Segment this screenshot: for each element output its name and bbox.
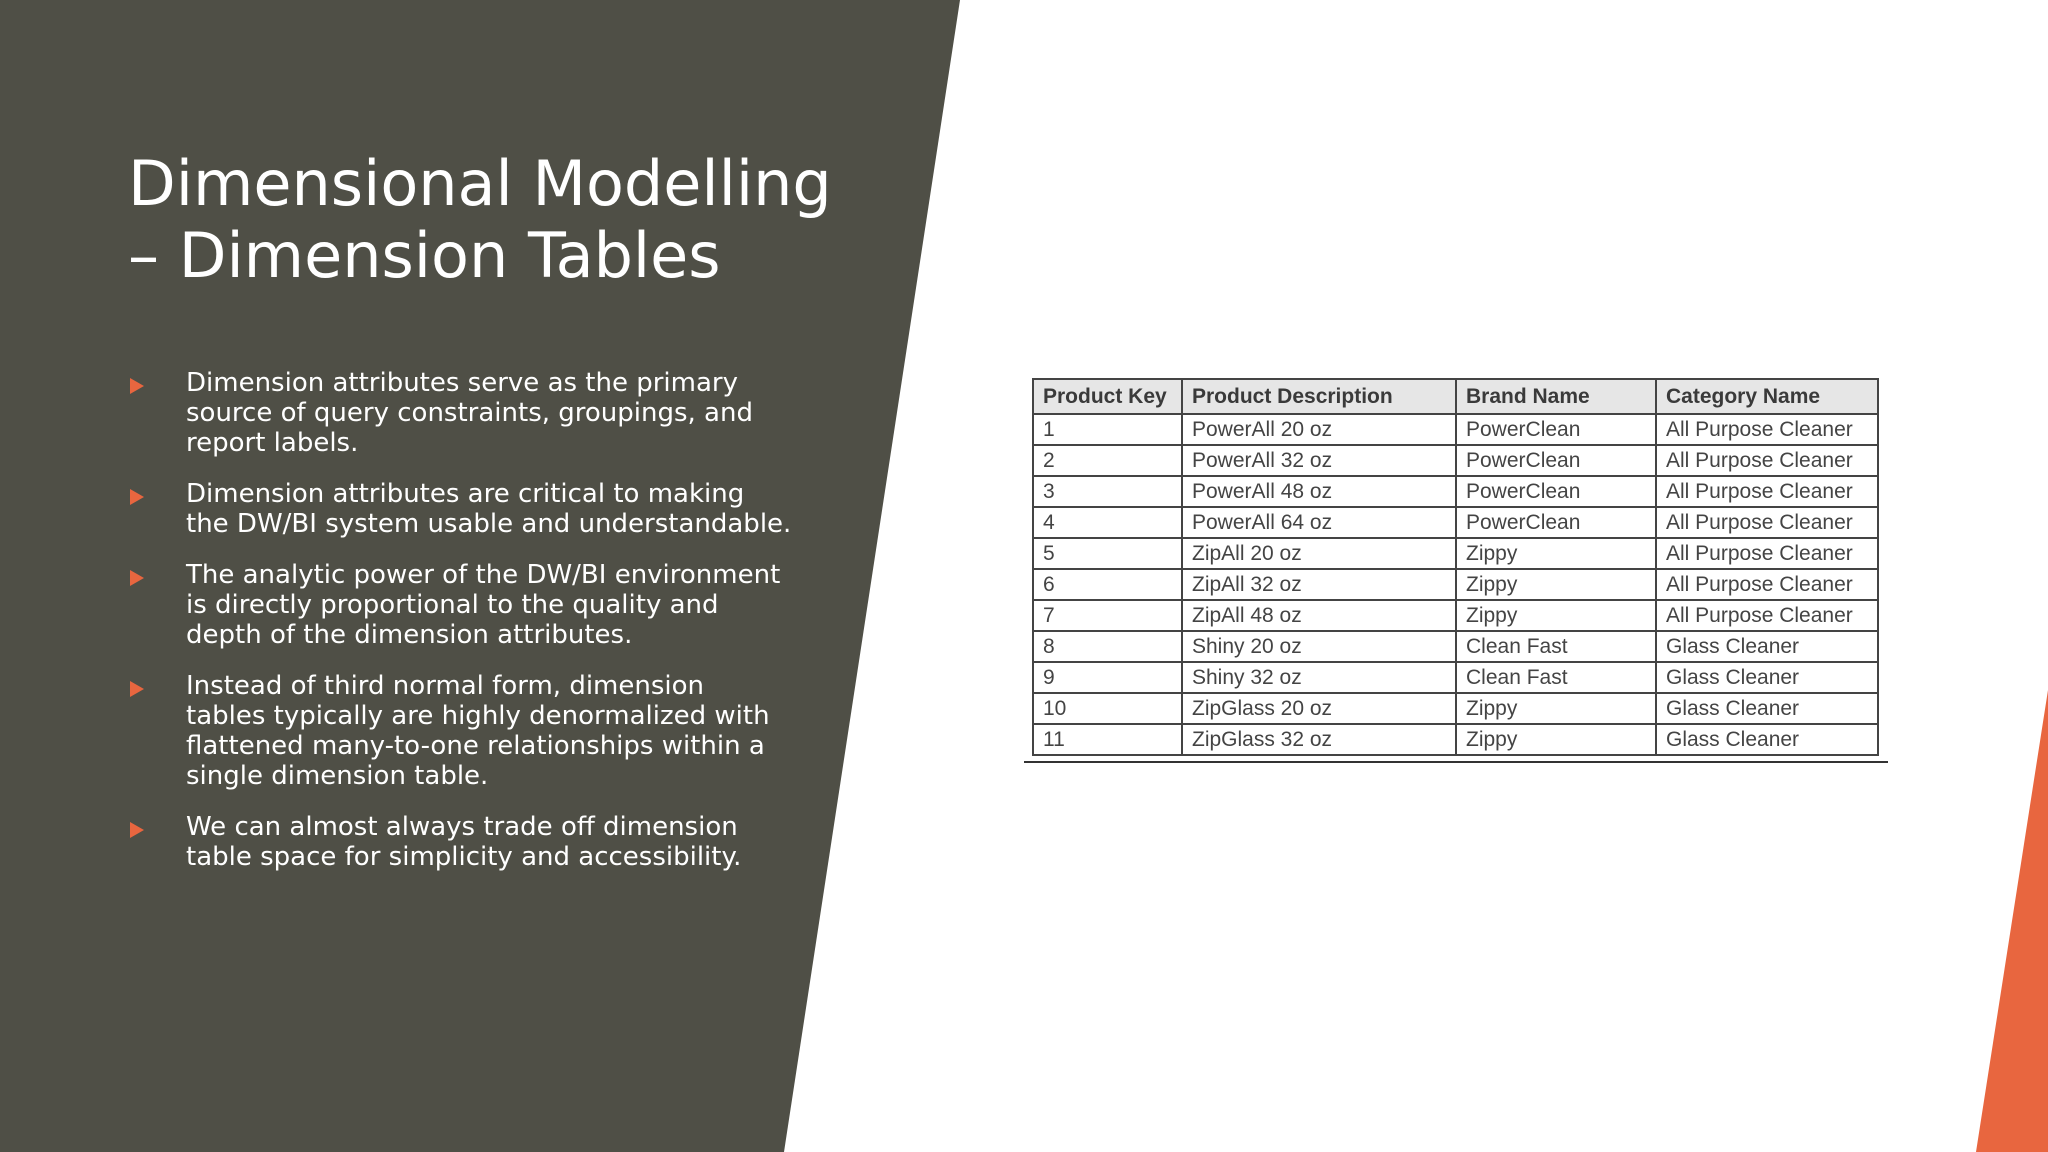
cell-product-description: ZipGlass 32 oz (1182, 724, 1456, 755)
cell-product-description: PowerAll 64 oz (1182, 507, 1456, 538)
bullet-line: The analytic power of the DW/BI environment (186, 560, 781, 590)
column-header-brand-name: Brand Name (1456, 379, 1656, 414)
cell-product-key: 2 (1033, 445, 1182, 476)
slide-title-line: Dimensional Modelling (128, 147, 832, 220)
cell-category-name: All Purpose Cleaner (1656, 445, 1878, 476)
bullet-line: is directly proportional to the quality and (186, 590, 719, 620)
cell-brand-name: Zippy (1456, 693, 1656, 724)
cell-product-description: ZipAll 32 oz (1182, 569, 1456, 600)
cell-product-key: 4 (1033, 507, 1182, 538)
cell-product-description: Shiny 20 oz (1182, 631, 1456, 662)
cell-category-name: All Purpose Cleaner (1656, 507, 1878, 538)
table-row (1033, 662, 1878, 693)
bullet-item (128, 479, 792, 539)
cell-product-description: PowerAll 20 oz (1182, 414, 1456, 445)
table-header-row (1033, 379, 1878, 414)
cell-category-name: Glass Cleaner (1656, 724, 1878, 755)
bullet-item (128, 560, 788, 650)
cell-product-key: 9 (1033, 662, 1182, 693)
cell-brand-name: Clean Fast (1456, 662, 1656, 693)
table-row (1033, 476, 1878, 507)
cell-category-name: Glass Cleaner (1656, 693, 1878, 724)
table-row (1033, 507, 1878, 538)
slide-title-line: – Dimension Tables (128, 219, 721, 292)
table-row (1033, 569, 1878, 600)
product-dimension-table (1032, 378, 1879, 756)
bullet-line: Instead of third normal form, dimension (186, 671, 705, 701)
accent-corner-shape (1976, 690, 2048, 1152)
cell-category-name: All Purpose Cleaner (1656, 569, 1878, 600)
table-row (1033, 414, 1878, 445)
table-row (1033, 600, 1878, 631)
bullet-text (186, 560, 788, 650)
bullet-line: table space for simplicity and accessibility. (186, 842, 742, 872)
table-row (1033, 445, 1878, 476)
column-header-product-key: Product Key (1033, 379, 1182, 414)
bullet-text (186, 812, 788, 872)
bullet-text (186, 368, 788, 458)
bullet-line: depth of the dimension attributes. (186, 620, 633, 650)
cell-category-name: All Purpose Cleaner (1656, 414, 1878, 445)
bullet-line: Dimension attributes serve as the primary (186, 368, 738, 398)
triangle-bullet-icon (130, 570, 144, 586)
cell-brand-name: Zippy (1456, 538, 1656, 569)
cell-product-description: PowerAll 48 oz (1182, 476, 1456, 507)
bullet-list (128, 368, 792, 893)
cell-category-name: All Purpose Cleaner (1656, 600, 1878, 631)
cell-brand-name: PowerClean (1456, 476, 1656, 507)
table-row (1033, 693, 1878, 724)
cell-product-key: 7 (1033, 600, 1182, 631)
triangle-bullet-icon (130, 822, 144, 838)
cell-category-name: Glass Cleaner (1656, 662, 1878, 693)
bullet-line: report labels. (186, 428, 359, 458)
cell-brand-name: Zippy (1456, 600, 1656, 631)
bullet-line: source of query constraints, groupings, and (186, 398, 753, 428)
bullet-line: tables typically are highly denormalized with (186, 701, 770, 731)
table-row (1033, 631, 1878, 662)
bullet-item (128, 812, 788, 872)
bullet-line: flattened many-to-one relationships within a (186, 731, 765, 761)
triangle-bullet-icon (130, 489, 144, 505)
bullet-text (186, 479, 792, 539)
cell-product-key: 11 (1033, 724, 1182, 755)
cell-product-key: 10 (1033, 693, 1182, 724)
bullet-line: Dimension attributes are critical to making (186, 479, 745, 509)
cell-product-key: 8 (1033, 631, 1182, 662)
slide-title (128, 148, 848, 292)
cell-product-description: PowerAll 32 oz (1182, 445, 1456, 476)
cell-brand-name: Clean Fast (1456, 631, 1656, 662)
cell-brand-name: Zippy (1456, 569, 1656, 600)
column-header-product-description: Product Description (1182, 379, 1456, 414)
column-header-category-name: Category Name (1656, 379, 1878, 414)
cell-product-description: Shiny 32 oz (1182, 662, 1456, 693)
cell-category-name: All Purpose Cleaner (1656, 476, 1878, 507)
bullet-item (128, 368, 788, 458)
table-row (1033, 538, 1878, 569)
cell-product-key: 3 (1033, 476, 1182, 507)
cell-brand-name: Zippy (1456, 724, 1656, 755)
bullet-item (128, 671, 788, 791)
table-row (1033, 724, 1878, 755)
cell-product-key: 5 (1033, 538, 1182, 569)
bullet-text (186, 671, 788, 791)
cell-product-description: ZipAll 20 oz (1182, 538, 1456, 569)
cell-brand-name: PowerClean (1456, 414, 1656, 445)
bullet-line: We can almost always trade off dimension (186, 812, 738, 842)
cell-product-description: ZipGlass 20 oz (1182, 693, 1456, 724)
triangle-bullet-icon (130, 681, 144, 697)
cell-product-description: ZipAll 48 oz (1182, 600, 1456, 631)
cell-product-key: 6 (1033, 569, 1182, 600)
triangle-bullet-icon (130, 378, 144, 394)
bullet-line: the DW/BI system usable and understandable. (186, 509, 792, 539)
cell-category-name: All Purpose Cleaner (1656, 538, 1878, 569)
cell-brand-name: PowerClean (1456, 445, 1656, 476)
cell-category-name: Glass Cleaner (1656, 631, 1878, 662)
bullet-line: single dimension table. (186, 761, 489, 791)
cell-product-key: 1 (1033, 414, 1182, 445)
cell-brand-name: PowerClean (1456, 507, 1656, 538)
product-table-container (1024, 374, 1888, 763)
